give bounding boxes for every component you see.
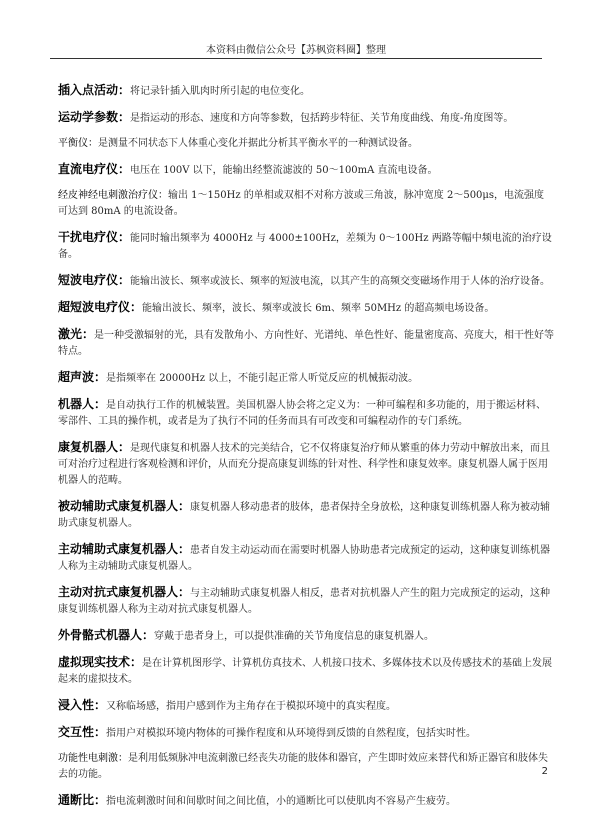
entry-term: 插入点活动： — [58, 83, 131, 97]
entry-term: 浸入性： — [58, 698, 107, 712]
entry-term: 短波电疗仪： — [58, 273, 131, 287]
entry-kinematic-parameters — [58, 109, 554, 127]
entry-definition: 是指频率在 20000Hz 以上，不能引起正常人听觉反应的机械振动波。 — [106, 373, 419, 384]
entry-rehab-robot — [58, 439, 554, 489]
entry-definition: 输出 1～150Hz 的单相或双相不对称方波或三角波，脉冲宽度 2～500μs，电流强度可达到 80mA 的电流设备。 — [58, 190, 545, 217]
entry-definition: 是一种受激辐射的光，具有发散角小、方向性好、光谱纯、单色性好、能量密度高、亮度大，相干性好等特点。 — [58, 330, 555, 357]
entry-term: 经皮神经电刺激治疗仪： — [58, 190, 168, 201]
entry-term: 平衡仪： — [58, 138, 98, 149]
page-number: 2 — [541, 766, 548, 777]
entry-term: 干扰电疗仪： — [58, 230, 131, 244]
entry-laser — [58, 326, 554, 360]
entry-definition: 穿戴于患者身上，可以提供准确的关节角度信息的康复机器人。 — [154, 631, 435, 642]
entry-definition: 是利用低频脉冲电流刺激已经丧失功能的肢体和器官，产生即时效应来替代和矫正器官和肢体失去的功能。 — [58, 753, 548, 780]
entry-term: 超声波： — [58, 370, 107, 384]
entry-robot — [58, 396, 554, 430]
entry-definition: 是在计算机图形学、计算机仿真技术、人机接口技术、多媒体技术以及传感技术的基础上发展起来的虚拟技术。 — [58, 658, 553, 685]
entry-term: 虚拟现实技术： — [58, 655, 143, 669]
entry-definition: 指用户对模拟环境内物体的可操作程度和从环境得到反馈的自然程度，包括实时性。 — [106, 728, 477, 739]
entry-term: 外骨骼式机器人： — [58, 628, 155, 642]
entry-term: 激光： — [58, 327, 95, 341]
entry-term: 机器人： — [58, 397, 107, 411]
document-body — [58, 82, 554, 819]
entry-definition: 与主动辅助式康复机器人相反，患者对抗机器人产生的阻力完成预定的运动，这种康复训练机器人称为主动对抗式康复机器人。 — [58, 588, 551, 615]
entry-shortwave-therapy — [58, 272, 554, 290]
entry-term: 超短波电疗仪： — [58, 300, 143, 314]
page-header: 本资料由微信公众号【苏枫资料圈】整理 — [206, 45, 386, 56]
entry-tens — [58, 188, 554, 220]
entry-balance-meter — [58, 136, 554, 152]
entry-definition: 是自动执行工作的机械装置。美国机器人协会将之定义为：一种可编程和多功能的，用于搬运材料、零部件、工具的操作机，或者是为了执行不同的任务而具有可改变和可编程动作的专门系统。 — [58, 400, 547, 427]
entry-definition: 指电流刺激时间和间歇时间之间比值，小的通断比可以使肌肉不容易产生疲劳。 — [106, 796, 457, 807]
entry-definition: 将记录针插入肌肉时所引起的电位变化。 — [130, 86, 311, 97]
entry-interactivity — [58, 724, 554, 742]
entry-ultrashortwave-therapy — [58, 299, 554, 317]
entry-definition: 能输出波长、频率或波长、频率的短波电流，以其产生的高频交变磁场作用于人体的治疗设备。 — [130, 276, 551, 287]
entry-term: 直流电疗仪： — [58, 162, 131, 176]
entry-passive-assist-robot — [58, 498, 554, 532]
entry-on-off-ratio — [58, 792, 554, 810]
entry-definition: 又称临场感，指用户感到作为主角存在于模拟环境中的真实程度。 — [106, 701, 397, 712]
entry-immersion — [58, 697, 554, 715]
entry-definition: 电压在 100V 以下，能输出经整流滤波的 50～100mA 直流电设备。 — [130, 165, 438, 176]
entry-definition: 康复机器人移动患者的肢体，患者保持全身放松，这种康复训练机器人称为被动辅助式康复机器人。 — [58, 502, 551, 529]
entry-virtual-reality — [58, 654, 554, 688]
entry-term: 主动对抗式康复机器人： — [58, 585, 191, 599]
entry-ultrasound — [58, 369, 554, 387]
entry-definition: 是现代康复和机器人技术的完美结合，它不仅将康复治疗师从繁重的体力劳动中解放出来，而且可对治疗过程进行客观检测和评价，从而充分提高康复训练的针对性、科学性和康复效率。康复机器人属于医用机器人的范畴。 — [58, 443, 551, 486]
entry-dc-therapy — [58, 161, 554, 179]
entry-term: 被动辅助式康复机器人： — [58, 499, 191, 513]
entry-active-resist-robot — [58, 584, 554, 618]
entry-definition: 患者自发主动运动而在需要时机器人协助患者完成预定的运动，这种康复训练机器人称为主动辅助式康复机器人。 — [58, 545, 551, 572]
entry-term: 康复机器人： — [58, 440, 131, 454]
entry-term: 交互性： — [58, 725, 107, 739]
entry-active-assist-robot — [58, 541, 554, 575]
entry-definition: 是指运动的形态、速度和方向等参数，包括跨步特征、关节角度曲线、角度-角度图等。 — [130, 113, 514, 124]
entry-definition: 是测量不同状态下人体重心变化并据此分析其平衡水平的一种测试设备。 — [98, 138, 418, 149]
entry-term: 功能性电刺激： — [58, 753, 128, 764]
entry-fes — [58, 751, 554, 783]
entry-exoskeleton-robot — [58, 627, 554, 645]
entry-term: 通断比： — [58, 793, 107, 807]
entry-insertion-activity — [58, 82, 554, 100]
entry-term: 运动学参数： — [58, 110, 131, 124]
entry-interference-therapy — [58, 229, 554, 263]
entry-term: 主动辅助式康复机器人： — [58, 542, 191, 556]
header-divider — [50, 58, 542, 59]
entry-definition: 能同时输出频率为 4000Hz 与 4000±100Hz，差频为 0～100Hz 两路等幅中频电流的治疗设备。 — [58, 233, 552, 260]
entry-definition: 能输出波长、频率，波长、频率或波长 6m、频率 50MHz 的超高频电场设备。 — [142, 303, 495, 314]
